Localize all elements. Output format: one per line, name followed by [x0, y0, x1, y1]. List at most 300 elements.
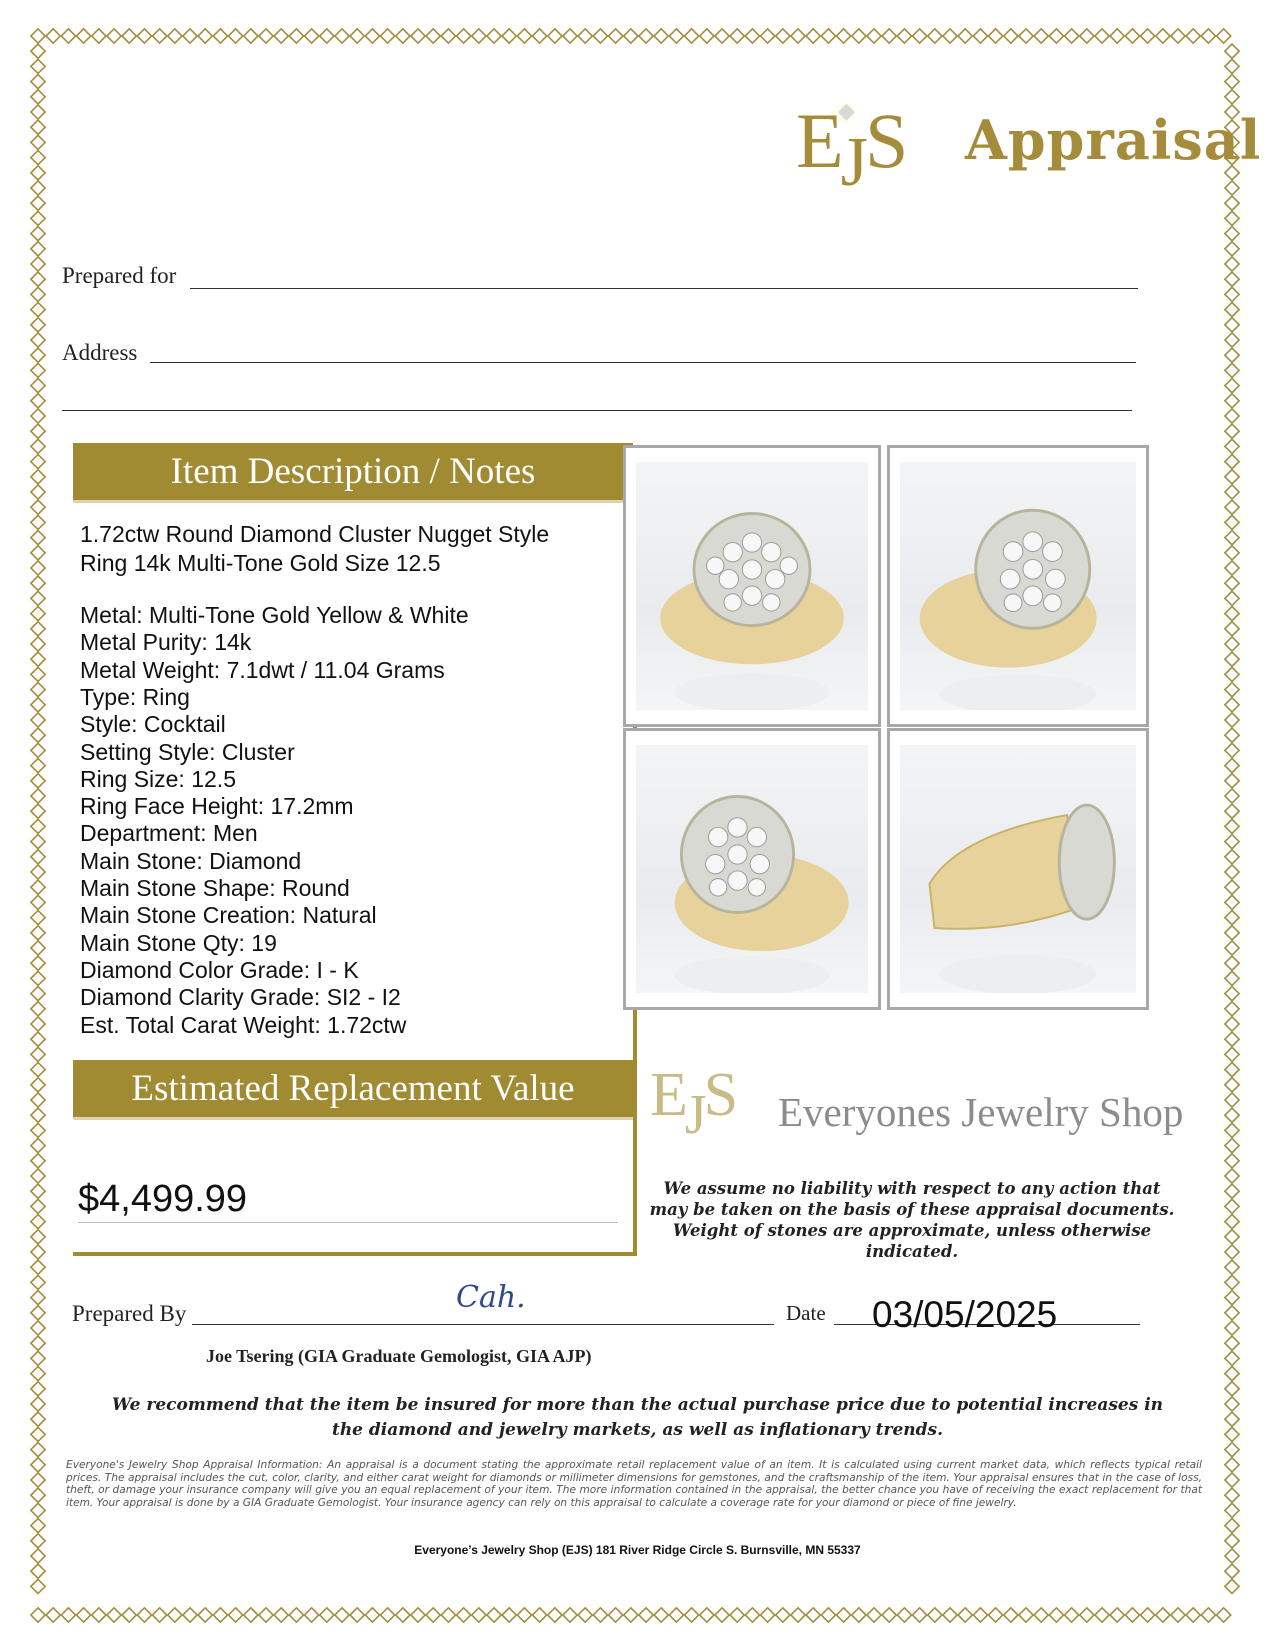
border-diamond: [456, 29, 470, 43]
prepared-by-signature-line[interactable]: [192, 1324, 774, 1325]
border-diamond: [46, 29, 60, 43]
border-diamond: [31, 515, 45, 529]
border-diamond: [31, 105, 45, 119]
border-diamond: [882, 29, 896, 43]
border-diamond: [31, 242, 45, 256]
border-diamond: [31, 865, 45, 879]
border-diamond: [1201, 1608, 1215, 1622]
border-diamond: [31, 287, 45, 301]
border-diamond: [1225, 1078, 1239, 1092]
border-diamond: [1225, 941, 1239, 955]
border-diamond: [684, 1608, 698, 1622]
border-diamond: [1080, 1608, 1094, 1622]
border-diamond: [1225, 637, 1239, 651]
border-diamond: [31, 424, 45, 438]
border-diamond: [31, 546, 45, 560]
border-diamond: [487, 1608, 501, 1622]
border-diamond: [1225, 515, 1239, 529]
border-diamond: [31, 1230, 45, 1244]
border-diamond: [31, 637, 45, 651]
border-diamond: [31, 333, 45, 347]
border-diamond: [31, 500, 45, 514]
border-diamond: [1225, 1214, 1239, 1228]
border-diamond: [31, 1458, 45, 1472]
border-diamond: [31, 1564, 45, 1578]
border-diamond: [1225, 880, 1239, 894]
border-diamond: [31, 363, 45, 377]
border-diamond: [715, 29, 729, 43]
border-diamond: [973, 1608, 987, 1622]
border-diamond: [228, 29, 242, 43]
border-diamond: [31, 1488, 45, 1502]
border-diamond: [137, 29, 151, 43]
border-diamond: [806, 29, 820, 43]
border-diamond: [988, 1608, 1002, 1622]
border-diamond: [1095, 1608, 1109, 1622]
border-diamond: [1225, 895, 1239, 909]
border-diamond: [700, 29, 714, 43]
item-detail-row: Setting Style: Cluster: [80, 738, 295, 765]
border-diamond: [472, 1608, 486, 1622]
border-diamond: [1225, 424, 1239, 438]
border-diamond: [1225, 774, 1239, 788]
border-diamond: [31, 1427, 45, 1441]
border-diamond: [380, 1608, 394, 1622]
border-diamond: [1225, 804, 1239, 818]
border-diamond: [958, 29, 972, 43]
border-diamond: [213, 1608, 227, 1622]
border-diamond: [31, 591, 45, 605]
border-diamond: [730, 29, 744, 43]
prepared-by-label: Prepared By: [72, 1301, 187, 1326]
border-diamond: [791, 29, 805, 43]
border-diamond: [1171, 1608, 1185, 1622]
border-diamond: [1225, 1062, 1239, 1076]
border-diamond: [1225, 1336, 1239, 1350]
ring-photo-3: [623, 728, 881, 1010]
border-diamond: [1034, 29, 1048, 43]
border-diamond: [31, 652, 45, 666]
border-diamond: [1225, 1017, 1239, 1031]
border-diamond: [1225, 1306, 1239, 1320]
border-diamond: [426, 29, 440, 43]
replacement-value-underline: [78, 1222, 618, 1223]
border-diamond: [715, 1608, 729, 1622]
border-diamond: [867, 29, 881, 43]
item-detail-row: Metal: Multi-Tone Gold Yellow & White: [80, 602, 469, 628]
border-diamond: [1225, 394, 1239, 408]
item-detail-row: Main Stone Qty: 19: [80, 929, 277, 956]
border-diamond: [1225, 971, 1239, 985]
border-diamond: [776, 29, 790, 43]
border-diamond: [31, 90, 45, 104]
border-diamond: [1216, 29, 1230, 43]
border-diamond: [502, 1608, 516, 1622]
border-diamond: [365, 29, 379, 43]
border-diamond: [31, 1442, 45, 1456]
border-diamond: [1125, 1608, 1139, 1622]
border-diamond: [31, 926, 45, 940]
border-diamond: [806, 1608, 820, 1622]
border-diamond: [1225, 743, 1239, 757]
border-diamond: [1225, 74, 1239, 88]
border-diamond: [760, 29, 774, 43]
ring-image-icon: [636, 462, 868, 710]
border-diamond: [1225, 1579, 1239, 1593]
border-diamond: [304, 29, 318, 43]
replacement-value-amount: $4,499.99: [78, 1178, 248, 1220]
border-diamond: [92, 29, 106, 43]
border-diamond: [1019, 1608, 1033, 1622]
border-diamond: [1225, 302, 1239, 316]
border-diamond: [31, 1397, 45, 1411]
border-diamond: [1004, 29, 1018, 43]
border-diamond: [1225, 850, 1239, 864]
border-diamond: [852, 29, 866, 43]
border-diamond: [1225, 1321, 1239, 1335]
border-diamond: [244, 29, 258, 43]
border-diamond: [31, 348, 45, 362]
border-diamond: [517, 1608, 531, 1622]
border-diamond: [791, 1608, 805, 1622]
border-diamond: [122, 1608, 136, 1622]
border-diamond: [31, 698, 45, 712]
border-diamond: [988, 29, 1002, 43]
border-diamond: [1225, 865, 1239, 879]
border-diamond: [1225, 926, 1239, 940]
border-diamond: [897, 1608, 911, 1622]
border-diamond: [31, 743, 45, 757]
border-diamond: [1225, 287, 1239, 301]
border-diamond: [31, 1473, 45, 1487]
border-diamond: [31, 166, 45, 180]
border-diamond: [502, 29, 516, 43]
border-diamond: [1225, 652, 1239, 666]
border-diamond: [1225, 1002, 1239, 1016]
border-diamond: [1225, 713, 1239, 727]
item-detail-row: Type: Ring: [80, 683, 190, 710]
ring-photo-2: [887, 445, 1149, 727]
border-diamond: [1225, 1169, 1239, 1183]
border-diamond: [943, 29, 957, 43]
border-diamond: [31, 1047, 45, 1061]
border-diamond: [335, 29, 349, 43]
border-diamond: [31, 1214, 45, 1228]
border-diamond: [1225, 1427, 1239, 1441]
border-diamond: [1225, 409, 1239, 423]
border-diamond: [31, 272, 45, 286]
border-diamond: [1225, 378, 1239, 392]
border-diamond: [137, 1608, 151, 1622]
border-diamond: [1225, 758, 1239, 772]
border-diamond: [31, 956, 45, 970]
border-diamond: [563, 1608, 577, 1622]
border-diamond: [31, 150, 45, 164]
border-diamond: [1225, 606, 1239, 620]
ring-photo-1: [623, 445, 881, 727]
ring-image-icon: [900, 462, 1136, 710]
border-diamond: [1225, 576, 1239, 590]
border-diamond: [472, 29, 486, 43]
border-diamond: [274, 29, 288, 43]
border-diamond: [1225, 834, 1239, 848]
ring-image-icon: [900, 745, 1136, 993]
border-diamond: [1225, 1503, 1239, 1517]
border-diamond: [1225, 1382, 1239, 1396]
border-diamond: [365, 1608, 379, 1622]
border-diamond: [730, 1608, 744, 1622]
border-diamond: [31, 1518, 45, 1532]
border-diamond: [31, 1382, 45, 1396]
border-diamond: [624, 1608, 638, 1622]
border-diamond: [532, 1608, 546, 1622]
border-diamond: [335, 1608, 349, 1622]
border-diamond: [456, 1608, 470, 1622]
border-diamond: [1225, 485, 1239, 499]
item-detail-row: Main Stone: Diamond: [80, 847, 302, 874]
border-diamond: [31, 1017, 45, 1031]
signer-name: Joe Tsering (GIA Graduate Gemologist, GIA AJP): [206, 1346, 592, 1366]
border-diamond: [928, 29, 942, 43]
border-diamond: [836, 29, 850, 43]
border-diamond: [31, 378, 45, 392]
border-diamond: [1225, 1260, 1239, 1274]
border-diamond: [31, 819, 45, 833]
border-diamond: [1225, 682, 1239, 696]
border-diamond: [1225, 546, 1239, 560]
border-diamond: [745, 29, 759, 43]
border-diamond: [168, 1608, 182, 1622]
border-diamond: [31, 1108, 45, 1122]
replacement-value-heading: Estimated Replacement Value: [73, 1060, 633, 1120]
border-diamond: [31, 1351, 45, 1365]
border-diamond: [1225, 1108, 1239, 1122]
border-diamond: [411, 1608, 425, 1622]
item-detail-row: Est. Total Carat Weight: 1.72ctw: [80, 1011, 407, 1038]
border-diamond: [1225, 318, 1239, 332]
date-value: 03/05/2025: [872, 1294, 1058, 1335]
border-diamond: [867, 1608, 881, 1622]
border-diamond: [31, 576, 45, 590]
address-input-line-1[interactable]: [150, 362, 1136, 363]
border-diamond: [1216, 1608, 1230, 1622]
border-diamond: [396, 29, 410, 43]
border-diamond: [532, 29, 546, 43]
border-diamond: [92, 1608, 106, 1622]
border-diamond: [304, 1608, 318, 1622]
border-diamond: [31, 74, 45, 88]
item-detail-row: Main Stone Shape: Round: [80, 875, 350, 901]
border-diamond: [31, 1579, 45, 1593]
border-diamond: [1225, 470, 1239, 484]
border-diamond: [760, 1608, 774, 1622]
border-diamond: [1110, 29, 1124, 43]
border-diamond: [1225, 1458, 1239, 1472]
border-diamond: [669, 1608, 683, 1622]
border-diamond: [31, 485, 45, 499]
prepared-for-input[interactable]: [190, 288, 1138, 289]
border-diamond: [274, 1608, 288, 1622]
border-diamond: [31, 834, 45, 848]
border-diamond: [487, 29, 501, 43]
border-diamond: [31, 1002, 45, 1016]
border-diamond: [1225, 1564, 1239, 1578]
border-diamond: [684, 29, 698, 43]
border-diamond: [1225, 363, 1239, 377]
border-diamond: [639, 1608, 653, 1622]
border-diamond: [1225, 59, 1239, 73]
date-label: Date: [786, 1301, 826, 1325]
border-diamond: [1225, 1442, 1239, 1456]
border-diamond: [198, 29, 212, 43]
border-diamond: [320, 29, 334, 43]
border-diamond: [396, 1608, 410, 1622]
prepared-for-label: Prepared for: [62, 263, 177, 288]
border-diamond: [31, 1245, 45, 1259]
border-diamond: [441, 1608, 455, 1622]
border-diamond: [578, 29, 592, 43]
border-diamond: [548, 29, 562, 43]
border-diamond: [517, 29, 531, 43]
border-diamond: [654, 1608, 668, 1622]
border-diamond: [1225, 1351, 1239, 1365]
border-diamond: [31, 1503, 45, 1517]
border-diamond: [31, 211, 45, 225]
border-diamond: [61, 1608, 75, 1622]
border-diamond: [31, 1093, 45, 1107]
border-diamond: [31, 120, 45, 134]
border-diamond: [31, 1321, 45, 1335]
border-diamond: [776, 1608, 790, 1622]
border-diamond: [1225, 242, 1239, 256]
border-diamond: [1064, 29, 1078, 43]
border-diamond: [31, 713, 45, 727]
border-diamond: [608, 29, 622, 43]
border-diamond: [1225, 1473, 1239, 1487]
border-diamond: [1049, 29, 1063, 43]
border-diamond: [1225, 1032, 1239, 1046]
item-detail-row: Ring Face Height: 17.2mm: [80, 793, 354, 820]
border-diamond: [669, 29, 683, 43]
border-diamond: [31, 728, 45, 742]
border-diamond: [1225, 1275, 1239, 1289]
border-diamond: [31, 530, 45, 544]
border-diamond: [1225, 196, 1239, 210]
border-diamond: [31, 789, 45, 803]
border-diamond: [426, 1608, 440, 1622]
border-diamond: [1004, 1608, 1018, 1622]
border-diamond: [31, 1412, 45, 1426]
insurance-recommendation: We recommend that the item be insured for more than the actual purchase price due to potential increases in the diamond and jewelry markets, as well as inflationary trends.: [111, 1395, 1164, 1440]
border-diamond: [183, 29, 197, 43]
border-diamond: [1225, 1397, 1239, 1411]
border-diamond: [1064, 1608, 1078, 1622]
liability-disclaimer: We assume no liability with respect to any action that may be taken on the basis of these appraisal documents. Weight of stones are approximate, unless otherwise indicated.: [649, 1179, 1175, 1261]
border-diamond: [31, 774, 45, 788]
border-diamond: [31, 439, 45, 453]
border-diamond: [152, 29, 166, 43]
border-diamond: [31, 1336, 45, 1350]
border-diamond: [31, 44, 45, 58]
border-diamond: [31, 1260, 45, 1274]
border-diamond: [289, 1608, 303, 1622]
border-diamond: [912, 29, 926, 43]
border-diamond: [350, 29, 364, 43]
item-detail-row: Ring Size: 12.5: [80, 765, 236, 792]
border-diamond: [168, 29, 182, 43]
border-diamond: [31, 971, 45, 985]
border-diamond: [31, 1154, 45, 1168]
border-diamond: [1225, 1047, 1239, 1061]
border-diamond: [1225, 181, 1239, 195]
border-diamond: [31, 302, 45, 316]
address-input-line-2[interactable]: [62, 410, 1132, 411]
border-diamond: [1225, 1199, 1239, 1213]
border-diamond: [31, 196, 45, 210]
border-diamond: [958, 1608, 972, 1622]
border-diamond: [31, 1123, 45, 1137]
border-diamond: [289, 29, 303, 43]
border-diamond: [31, 257, 45, 271]
border-diamond: [350, 1608, 364, 1622]
border-diamond: [320, 1608, 334, 1622]
border-diamond: [46, 1608, 60, 1622]
diamond-icon: ◆: [838, 98, 855, 123]
border-diamond: [1225, 44, 1239, 58]
border-diamond: [1225, 1412, 1239, 1426]
item-detail-row: Diamond Clarity Grade: SI2 - I2: [80, 984, 401, 1011]
border-diamond: [31, 409, 45, 423]
border-diamond: [639, 29, 653, 43]
border-diamond: [1225, 90, 1239, 104]
border-diamond: [1225, 728, 1239, 742]
border-diamond: [31, 1290, 45, 1304]
shop-name: Everyones Jewelry Shop: [778, 1089, 1184, 1135]
border-diamond: [259, 29, 273, 43]
border-diamond: [1225, 1154, 1239, 1168]
border-diamond: [31, 1199, 45, 1213]
border-diamond: [593, 1608, 607, 1622]
border-diamond: [1225, 789, 1239, 803]
border-diamond: [31, 1608, 45, 1622]
item-summary: 1.72ctw Round Diamond Cluster Nugget Style Ring 14k Multi-Tone Gold Size 12.5: [80, 521, 550, 576]
border-diamond: [1225, 1290, 1239, 1304]
border-diamond: [31, 1306, 45, 1320]
border-diamond: [31, 1138, 45, 1152]
border-diamond: [1201, 29, 1215, 43]
border-diamond: [31, 606, 45, 620]
border-diamond: [1225, 1184, 1239, 1198]
item-detail-row: Metal Weight: 7.1dwt / 11.04 Grams: [80, 656, 445, 683]
border-diamond: [31, 804, 45, 818]
border-diamond: [1049, 1608, 1063, 1622]
border-diamond: [1186, 1608, 1200, 1622]
border-diamond: [31, 758, 45, 772]
border-diamond: [31, 1366, 45, 1380]
border-diamond: [31, 682, 45, 696]
border-diamond: [973, 29, 987, 43]
ring-photo-4: [887, 728, 1149, 1010]
border-diamond: [1225, 454, 1239, 468]
border-diamond: [1225, 956, 1239, 970]
border-diamond: [745, 1608, 759, 1622]
item-detail-row: Style: Cocktail: [80, 711, 226, 738]
border-diamond: [608, 1608, 622, 1622]
border-diamond: [1225, 910, 1239, 924]
border-diamond: [1225, 591, 1239, 605]
border-diamond: [1225, 211, 1239, 225]
border-diamond: [563, 29, 577, 43]
